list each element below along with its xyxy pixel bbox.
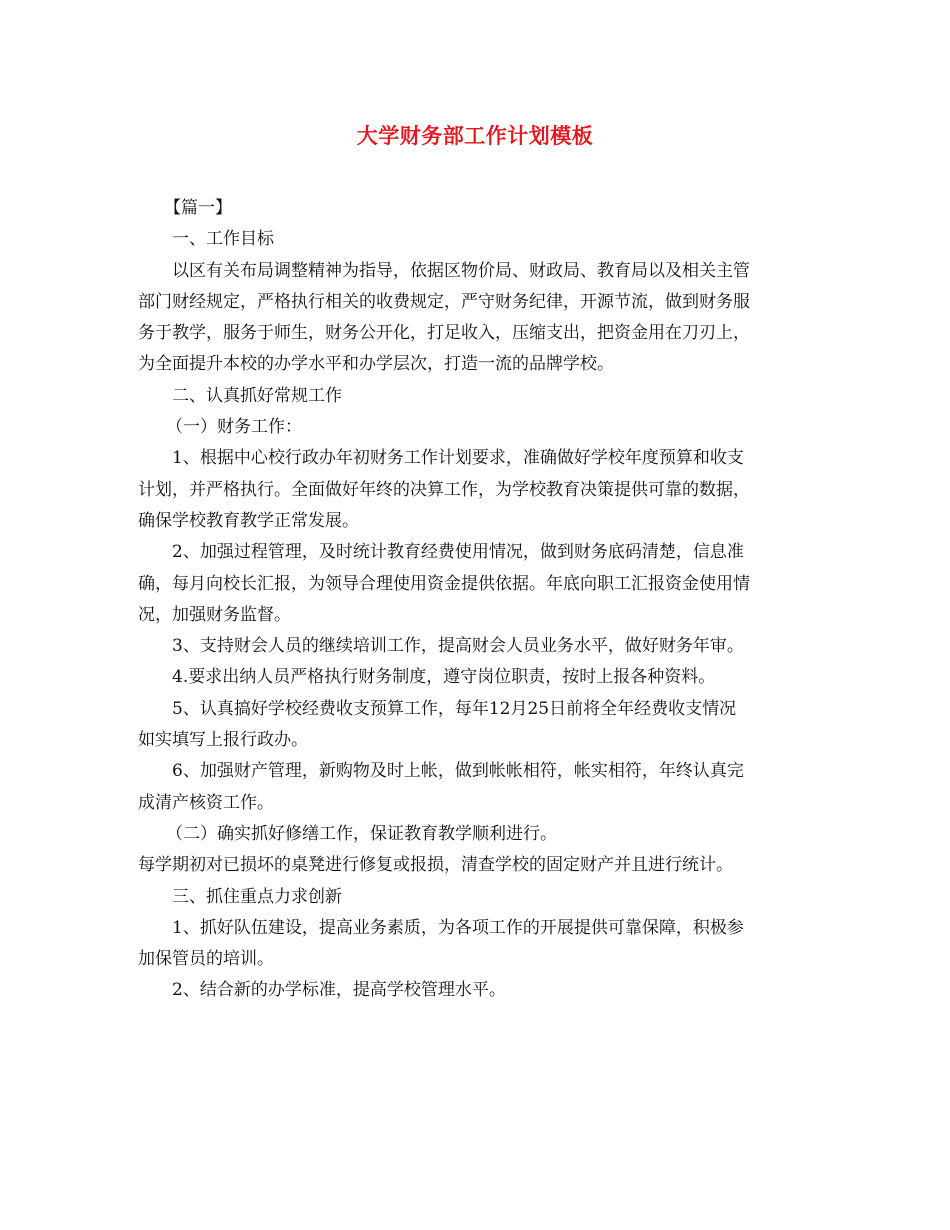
- paragraph-line: 成清产核资工作。: [138, 792, 274, 813]
- paragraph-line: 务于教学，服务于师生，财务公开化，打足收入，压缩支出，把资金用在刀刃上，: [138, 323, 750, 344]
- document-body: [138, 193, 818, 1007]
- paragraph-line: 3、支持财会人员的继续培训工作，提高财会人员业务水平，做好财务年审。: [172, 636, 744, 657]
- paragraph-line: 以区有关布局调整精神为指导，依据区物价局、财政局、教育局以及相关主管: [172, 260, 750, 281]
- paragraph-line: 2、结合新的办学标准，提高学校管理水平。: [172, 980, 506, 1001]
- paragraph-line: 确，每月向校长汇报，为领导合理使用资金提供依据。年底向职工汇报资金使用情: [138, 573, 750, 594]
- paragraph-line: 4.要求出纳人员严格执行财务制度，遵守岗位职责，按时上报各种资料。: [172, 667, 716, 688]
- paragraph-line: 5、认真搞好学校经费收支预算工作，每年12月25日前将全年经费收支情况: [172, 698, 737, 719]
- paragraph-line: 况，加强财务监督。: [138, 604, 291, 625]
- paragraph-line: 1、根据中心校行政办年初财务工作计划要求，准确做好学校年度预算和收支: [172, 448, 744, 469]
- section-heading: 三、抓住重点力求创新: [172, 886, 342, 907]
- subsection-heading: （二）确实抓好修缮工作，保证教育教学顺利进行。: [166, 823, 557, 844]
- paragraph-line: 确保学校教育教学正常发展。: [138, 510, 359, 531]
- paragraph-line: 加保管员的培训。: [138, 949, 274, 970]
- paragraph-line: 6、加强财产管理，新购物及时上帐，做到帐帐相符，帐实相符，年终认真完: [172, 761, 744, 782]
- paragraph-line: 如实填写上报行政办。: [138, 730, 308, 751]
- subsection-heading: （一）财务工作：: [166, 417, 302, 438]
- paragraph-line: 每学期初对已损坏的桌凳进行修复或报损，清查学校的固定财产并且进行统计。: [138, 855, 733, 876]
- paragraph-line: 2、加强过程管理，及时统计教育经费使用情况，做到财务底码清楚，信息准: [172, 542, 744, 563]
- document-title: 大学财务部工作计划模板: [356, 123, 594, 148]
- paragraph-line: 1、抓好队伍建设，提高业务素质，为各项工作的开展提供可靠保障，积极参: [172, 917, 744, 938]
- paragraph-line: 为全面提升本校的办学水平和办学层次，打造一流的品牌学校。: [138, 354, 614, 375]
- section-heading: 一、工作目标: [172, 229, 274, 250]
- section-heading: 二、认真抓好常规工作: [172, 385, 342, 406]
- section-heading: 【篇一】: [164, 198, 232, 218]
- paragraph-line: 计划，并严格执行。全面做好年终的决算工作，为学校教育决策提供可靠的数据，: [138, 479, 750, 500]
- paragraph-line: 部门财经规定，严格执行相关的收费规定，严守财务纪律，开源节流，做到财务服: [138, 291, 750, 312]
